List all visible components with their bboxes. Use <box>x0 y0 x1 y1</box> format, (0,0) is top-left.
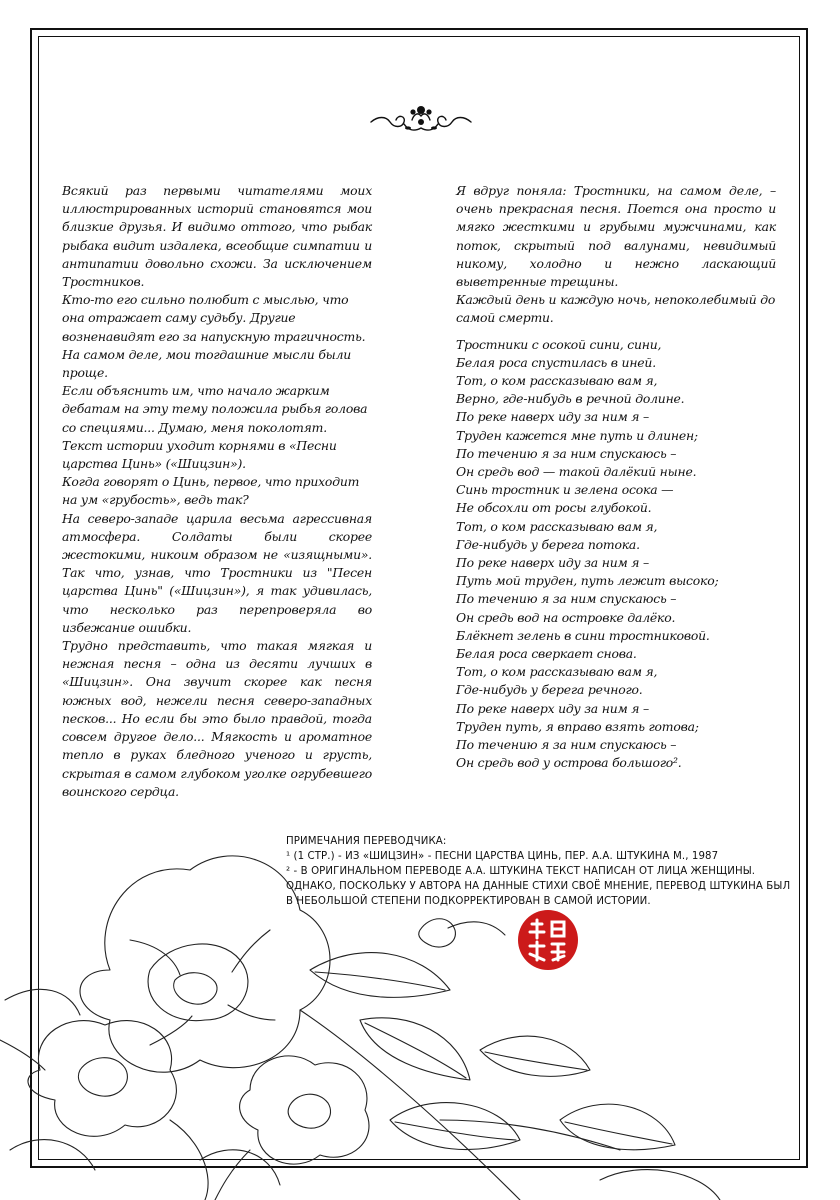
paragraph: Если объяснить им, что начало жарким дебатам на эту тему положила рыбья голова со специями... Думаю, меня поколотят. <box>62 383 368 435</box>
poem-line: Он средь вод — такой далёкий ныне. <box>456 464 697 480</box>
left-text-column <box>62 182 372 801</box>
red-seal-stamp <box>512 904 584 976</box>
poem-line: Он средь вод на островке далёко. <box>456 609 676 625</box>
poem-line: Белая роса сверкает снова. <box>456 646 637 662</box>
paragraph: Всякий раз первыми читателями моих иллюстрированных историй становятся мои близкие друзья. И видимо оттого, что рыбак рыбака видит издалека, всеобщие симпатии и антипатии довольно схожи. За исключением Тростников. <box>62 183 372 290</box>
poem <box>456 336 776 773</box>
note-line: ² - В ОРИГИНАЛЬНОМ ПЕРЕВОДЕ А.А. ШТУКИНА ТЕКСТ НАПИСАН ОТ ЛИЦА ЖЕНЩИНЫ. <box>286 866 756 877</box>
poem-line: Где-нибудь у берега потока. <box>456 536 640 552</box>
paragraph: Трудно представить, что такая мягкая и нежная песня – одна из десяти лучших в «Шицзин». Она звучит скорее как песня южных вод, нежели песня северо-западных песков... Но если бы это было правдой, тогда совсем другое дело... Мягкость и ароматное тепло в руках бледного ученого и грусть, скрытая в самом глубоком уголке огрубевшего воинского сердца. <box>62 638 372 799</box>
poem-line: По течению я за ним спускаюсь – <box>456 445 677 461</box>
paragraph: Кто-то его сильно полюбит с мыслью, что она отражает саму судьбу. Другие возненавидят его за напускную трагичность. <box>62 292 366 344</box>
right-text-column <box>456 182 776 773</box>
poem-line: Верно, где-нибудь в речной долине. <box>456 391 685 407</box>
poem-line: Блёкнет зелень в сини тростниковой. <box>456 627 710 643</box>
notes-title: ПРИМЕЧАНИЯ ПЕРЕВОДЧИКА: <box>286 836 447 847</box>
poem-line: Он средь вод у острова большого². <box>456 755 682 771</box>
poem-line: Не обсохли от росы глубокой. <box>456 500 652 516</box>
poem-line: По реке наверх иду за ним я – <box>456 700 650 716</box>
paragraph: На северо-западе царила весьма агрессивная атмосфера. Солдаты были скорее жестокими, никоим образом не «изящными». Так что, узнав, что Тростники из "Песен царства Цинь" («Шицзин»), я так удивилась, что несколько раз перепроверяла во избежание ошибки. <box>62 510 372 635</box>
note-line: ОДНАКО, ПОСКОЛЬКУ У АВТОРА НА ДАННЫЕ СТИХИ СВОЁ МНЕНИЕ, ПЕРЕВОД ШТУКИНА БЫЛ <box>286 881 791 892</box>
poem-line: Где-нибудь у берега речного. <box>456 682 643 698</box>
poem-line: Тот, о ком рассказываю вам я, <box>456 373 658 389</box>
translator-notes <box>286 834 791 909</box>
paragraph: Каждый день и каждую ночь, непоколебимый до самой смерти. <box>456 292 776 326</box>
note-line: В НЕБОЛЬШОЙ СТЕПЕНИ ПОДКОРРЕКТИРОВАН В САМОЙ ИСТОРИИ. <box>286 896 651 907</box>
paragraph: Когда говорят о Цинь, первое, что приходит на ум «грубость», ведь так? <box>62 474 360 508</box>
note-line: ¹ (1 СТР.) - ИЗ «ШИЦЗИН» - ПЕСНИ ЦАРСТВА ЦИНЬ, ПЕР. А.А. ШТУКИНА М., 1987 <box>286 851 719 862</box>
paragraph: Текст истории уходит корнями в «Песни царства Цинь» («Шицзин»). <box>62 437 337 472</box>
poem-line: Тот, о ком рассказываю вам я, <box>456 664 658 680</box>
poem-line: По реке наверх иду за ним я – <box>456 555 650 571</box>
poem-line: Тростники с осокой сини, сини, <box>456 336 662 352</box>
poem-line: По течению я за ним спускаюсь – <box>456 737 677 753</box>
poem-line: Белая роса спустилась в иней. <box>456 354 656 370</box>
poem-line: По течению я за ним спускаюсь – <box>456 591 677 607</box>
paragraph: Я вдруг поняла: Тростники, на самом деле, – очень прекрасная песня. Поется она просто и мягко жесткими и грубыми мужчинами, как поток, скрытый под валунами, невидимый никому, холодно и нежно ласкающий выветренные трещины. <box>456 183 776 290</box>
poem-line: По реке наверх иду за ним я – <box>456 409 650 425</box>
poem-line: Синь тростник и зелена осока — <box>456 482 674 498</box>
paragraph: На самом деле, мои тогдашние мысли были проще. <box>62 346 352 381</box>
poem-line: Путь мой труден, путь лежит высоко; <box>456 573 719 589</box>
poem-line: Труден путь, я вправо взять готова; <box>456 718 699 734</box>
flourish-ornament-icon <box>368 98 474 140</box>
poem-line: Тот, о ком рассказываю вам я, <box>456 518 658 534</box>
poem-line: Труден кажется мне путь и длинен; <box>456 427 698 443</box>
